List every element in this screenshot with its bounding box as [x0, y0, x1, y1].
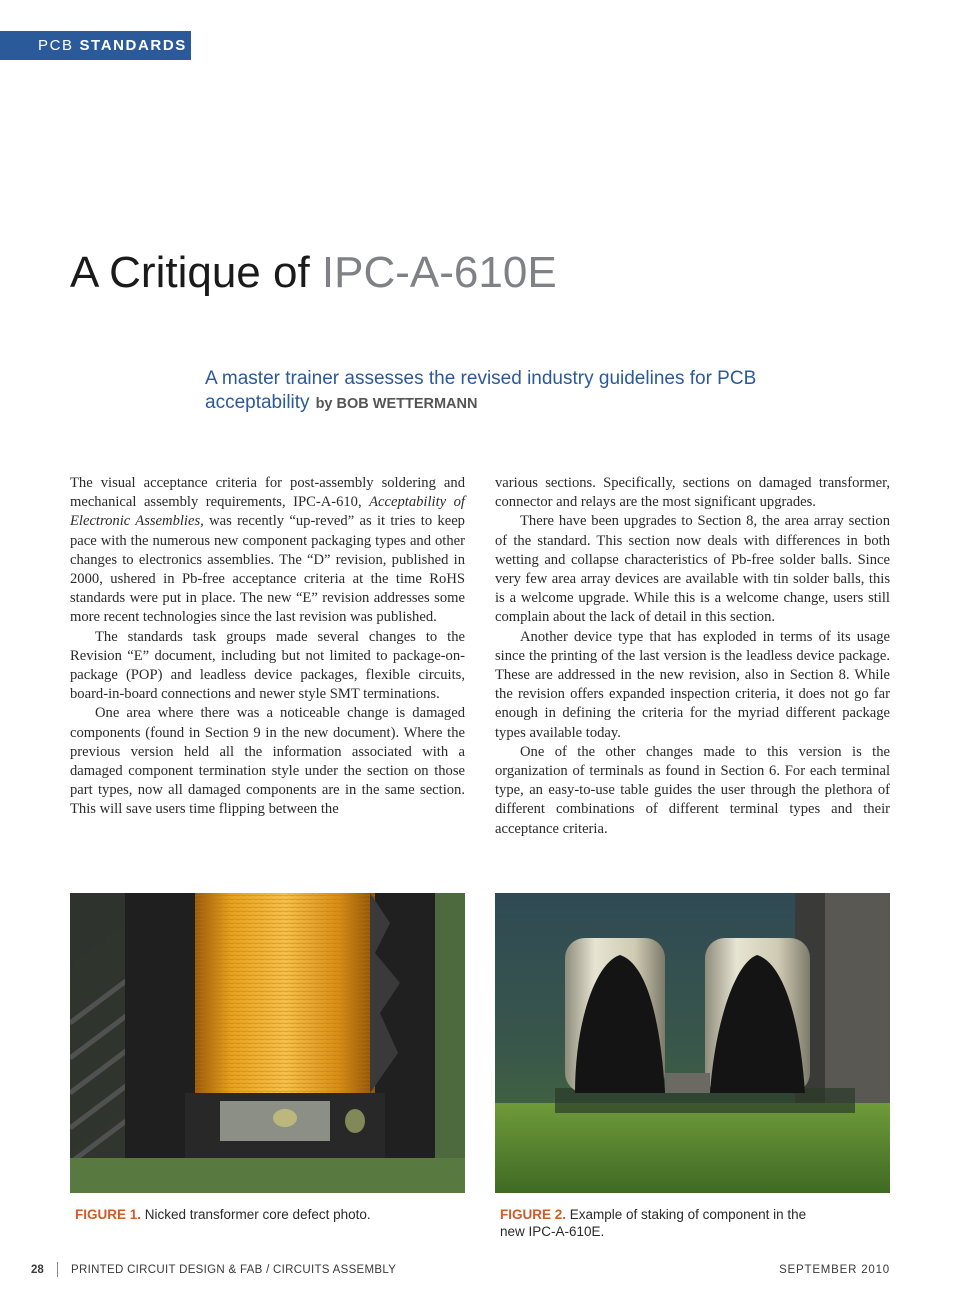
issue-date: SEPTEMBER 2010	[779, 1264, 890, 1276]
figure-2-label: FIGURE 2.	[500, 1207, 567, 1222]
figure-1-label: FIGURE 1.	[75, 1207, 142, 1222]
transformer-photo-illustration	[70, 893, 465, 1193]
figure-2-caption-text: Example of staking of component in the new IPC-A-610E.	[500, 1207, 807, 1239]
paragraph: various sections. Specifically, sections on damaged transformer, connector and relays are the most significant upgrades.	[495, 475, 890, 511]
paragraph: There have been upgrades to Section 8, the area array section of the standard. This section now deals with differences in both wetting and collapse characteristics of Pb-free solder balls. Since very few area array devices are available with tin solder balls, this is a welcome upgrade. While this is a welcome change, users still complain about the lack of detail in this section.	[495, 513, 890, 626]
text-column-left	[70, 474, 465, 820]
section-tab-bold: STANDARDS	[79, 37, 187, 54]
title-part2: IPC-A-610E	[321, 248, 557, 297]
byline: by BOB WETTERMANN	[315, 396, 478, 412]
article-title	[70, 248, 557, 298]
figure-1-caption-text: Nicked transformer core defect photo.	[141, 1207, 371, 1222]
publication-name: PRINTED CIRCUIT DESIGN & FAB / CIRCUITS ASSEMBLY	[71, 1264, 397, 1276]
paragraph: One of the other changes made to this version is the organization of terminals as found in Section 6. For each terminal type, an easy-to-use table guides the user through the plethora of different combinations of different terminal types and their acceptance criteria.	[495, 743, 890, 837]
paragraph: The standards task groups made several changes to the Revision “E” document, including but not limited to package-on-package (POP) and leadless device packages, flexible circuits, board-in-board connections and newer style SMT terminations.	[70, 628, 465, 703]
paragraph: One area where there was a noticeable change is damaged components (found in Section 9 in the new document). Where the previous version held all the information associated with a damaged component termination style under the section on those part types, now all damaged components are in the same section. This will save users time flipping between the	[70, 705, 465, 818]
paragraph-text: was recently “up-reved” as it tries to keep pace with the numerous new component packaging types and other changes to electronics assemblies. The “D” revision, published in 2000, ushered in Pb-free acceptance criteria at the time RoHS standards were put in place. The new “E” revision addresses some more recent technologies since the last revision was published.	[70, 513, 465, 626]
footer-divider	[57, 1262, 58, 1277]
article-deck	[205, 367, 805, 416]
section-tab	[0, 31, 191, 60]
figure-2-caption	[500, 1206, 810, 1240]
page-footer	[31, 1262, 890, 1280]
staking-photo-illustration	[495, 893, 890, 1193]
figure-2-photo	[495, 893, 890, 1193]
publication-title-italic: Acceptability of Electronic Assemblies,	[70, 494, 465, 530]
paragraph-text: The visual acceptance criteria for post-assembly soldering and mechanical assembly requirements, IPC-A-610,	[70, 475, 465, 511]
page-number: 28	[31, 1264, 44, 1276]
figure-1-photo	[70, 893, 465, 1193]
deck-text: A master trainer assesses the revised industry guidelines for PCB acceptability	[205, 368, 757, 413]
section-tab-light: PCB	[38, 37, 74, 54]
paragraph	[70, 474, 465, 628]
paragraph: Another device type that has exploded in terms of its usage since the printing of the last version is the leadless device package. These are addressed in the new revision, also in Section 8. While the revision offers expanded inspection criteria, it does not go far enough in defining the criteria for the myriad different package types available today.	[495, 628, 890, 741]
figure-1-caption	[75, 1206, 385, 1223]
title-part1: A Critique of	[70, 248, 322, 297]
text-column-right	[495, 474, 890, 839]
